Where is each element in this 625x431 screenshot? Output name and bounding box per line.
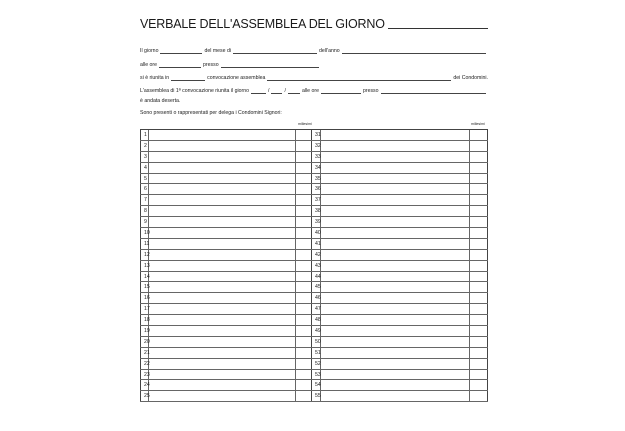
- table-row: [140, 293, 488, 304]
- row-number-right: 46: [312, 293, 321, 303]
- millesimi-cell-right[interactable]: [470, 293, 488, 303]
- deserted-text: è andata deserta.: [140, 98, 181, 104]
- row-number-right: 53: [312, 370, 321, 380]
- millesimi-cell-right[interactable]: [470, 174, 488, 184]
- name-cell-left[interactable]: [149, 293, 296, 303]
- table-row: [140, 239, 488, 250]
- name-cell-left[interactable]: [149, 239, 296, 249]
- row-number-left: 18: [140, 315, 149, 325]
- table-row: [140, 152, 488, 163]
- name-cell-right[interactable]: [321, 228, 470, 238]
- date-slash-2: /: [284, 88, 286, 94]
- name-cell-left[interactable]: [149, 337, 296, 347]
- row-number-left: 4: [140, 163, 149, 173]
- fc-month-blank[interactable]: [271, 93, 282, 94]
- millesimi-cell-right[interactable]: [470, 315, 488, 325]
- name-cell-left[interactable]: [149, 250, 296, 260]
- millesimi-cell-right[interactable]: [470, 380, 488, 390]
- millesimi-cell-right[interactable]: [470, 272, 488, 282]
- fc-place-blank[interactable]: [381, 93, 486, 94]
- millesimi-cell-left[interactable]: [296, 239, 312, 249]
- year-blank[interactable]: [342, 53, 486, 54]
- millesimi-cell-right[interactable]: [470, 206, 488, 216]
- name-cell-left[interactable]: [149, 130, 296, 140]
- row-number-left: 25: [140, 391, 149, 401]
- row-number-right: 37: [312, 195, 321, 205]
- row-number-right: 54: [312, 380, 321, 390]
- millesimi-cell-left[interactable]: [296, 304, 312, 314]
- row-number-left: 6: [140, 184, 149, 194]
- label-place: presso: [203, 62, 219, 68]
- label-day: Il giorno: [140, 48, 159, 54]
- millesimi-cell-left[interactable]: [296, 250, 312, 260]
- table-row: [140, 391, 488, 402]
- row-number-right: 31: [312, 130, 321, 140]
- name-cell-left[interactable]: [149, 282, 296, 292]
- table-row: [140, 337, 488, 348]
- row-number-left: 7: [140, 195, 149, 205]
- row-number-left: 1: [140, 130, 149, 140]
- row-number-left: 9: [140, 217, 149, 227]
- row-number-left: 5: [140, 174, 149, 184]
- label-fc-time: alle ore: [301, 88, 319, 94]
- row-number-right: 33: [312, 152, 321, 162]
- row-number-right: 50: [312, 337, 321, 347]
- title-row: [140, 15, 488, 31]
- label-assembly: convocazione assemblea: [207, 75, 266, 81]
- table-row: [140, 261, 488, 272]
- label-year: dell'anno: [319, 48, 340, 54]
- name-cell-left[interactable]: [149, 359, 296, 369]
- table-row: [140, 326, 488, 337]
- row-number-right: 44: [312, 272, 321, 282]
- name-cell-left[interactable]: [149, 326, 296, 336]
- line-convocation: [140, 72, 488, 82]
- name-cell-right[interactable]: [321, 261, 470, 271]
- name-cell-right[interactable]: [321, 195, 470, 205]
- name-cell-left[interactable]: [149, 370, 296, 380]
- name-cell-left[interactable]: [149, 380, 296, 390]
- name-cell-left[interactable]: [149, 315, 296, 325]
- name-cell-left[interactable]: [149, 348, 296, 358]
- millesimi-cell-left[interactable]: [296, 380, 312, 390]
- millesimi-cell-left[interactable]: [296, 348, 312, 358]
- name-cell-right[interactable]: [321, 370, 470, 380]
- millesimi-cell-left[interactable]: [296, 130, 312, 140]
- row-number-left: 20: [140, 337, 149, 347]
- table-row: [140, 163, 488, 174]
- row-number-right: 48: [312, 315, 321, 325]
- assembly-blank[interactable]: [267, 80, 451, 81]
- name-cell-left[interactable]: [149, 206, 296, 216]
- row-number-right: 51: [312, 348, 321, 358]
- month-blank[interactable]: [233, 53, 317, 54]
- row-number-right: 43: [312, 261, 321, 271]
- fc-day-blank[interactable]: [251, 93, 266, 94]
- name-cell-right[interactable]: [321, 315, 470, 325]
- millesimi-cell-left[interactable]: [296, 272, 312, 282]
- name-cell-right[interactable]: [321, 141, 470, 151]
- place-blank[interactable]: [221, 67, 319, 68]
- name-cell-right[interactable]: [321, 163, 470, 173]
- millesimi-cell-right[interactable]: [470, 326, 488, 336]
- table-row: [140, 141, 488, 152]
- name-cell-right[interactable]: [321, 239, 470, 249]
- name-cell-right[interactable]: [321, 184, 470, 194]
- name-cell-left[interactable]: [149, 141, 296, 151]
- millesimi-cell-right[interactable]: [470, 163, 488, 173]
- row-number-right: 52: [312, 359, 321, 369]
- millesimi-cell-right[interactable]: [470, 304, 488, 314]
- label-first-convocation: L'assemblea di 1ª convocazione riunita il giorno: [140, 88, 250, 94]
- label-month: del mese di: [204, 48, 231, 54]
- name-cell-left[interactable]: [149, 195, 296, 205]
- millesimi-cell-left[interactable]: [296, 141, 312, 151]
- millesimi-cell-right[interactable]: [470, 228, 488, 238]
- millesimi-cell-left[interactable]: [296, 315, 312, 325]
- table-row: [140, 206, 488, 217]
- name-cell-left[interactable]: [149, 391, 296, 401]
- millesimi-cell-right[interactable]: [470, 195, 488, 205]
- name-cell-left[interactable]: [149, 272, 296, 282]
- name-cell-right[interactable]: [321, 359, 470, 369]
- millesimi-header-right: millesimi: [471, 122, 485, 126]
- millesimi-cell-right[interactable]: [470, 391, 488, 401]
- row-number-right: 34: [312, 163, 321, 173]
- row-number-left: 16: [140, 293, 149, 303]
- day-blank[interactable]: [160, 53, 202, 54]
- row-number-right: 49: [312, 326, 321, 336]
- row-number-left: 8: [140, 206, 149, 216]
- millesimi-cell-left[interactable]: [296, 195, 312, 205]
- millesimi-cell-left[interactable]: [296, 337, 312, 347]
- millesimi-cell-left[interactable]: [296, 293, 312, 303]
- row-number-left: 23: [140, 370, 149, 380]
- row-number-right: 39: [312, 217, 321, 227]
- name-cell-right[interactable]: [321, 217, 470, 227]
- name-cell-left[interactable]: [149, 184, 296, 194]
- line-time: [140, 59, 488, 69]
- row-number-right: 32: [312, 141, 321, 151]
- name-cell-left[interactable]: [149, 152, 296, 162]
- row-number-left: 22: [140, 359, 149, 369]
- millesimi-cell-right[interactable]: [470, 152, 488, 162]
- table-row: [140, 217, 488, 228]
- table-row: [140, 272, 488, 283]
- millesimi-cell-left[interactable]: [296, 282, 312, 292]
- millesimi-cell-right[interactable]: [470, 250, 488, 260]
- name-cell-right[interactable]: [321, 380, 470, 390]
- millesimi-cell-left[interactable]: [296, 206, 312, 216]
- name-cell-left[interactable]: [149, 174, 296, 184]
- millesimi-cell-left[interactable]: [296, 217, 312, 227]
- name-cell-left[interactable]: [149, 304, 296, 314]
- name-cell-right[interactable]: [321, 337, 470, 347]
- name-cell-right[interactable]: [321, 272, 470, 282]
- name-cell-right[interactable]: [321, 304, 470, 314]
- name-cell-right[interactable]: [321, 391, 470, 401]
- row-number-left: 21: [140, 348, 149, 358]
- line-first-convocation: [140, 85, 488, 95]
- row-number-right: 47: [312, 304, 321, 314]
- name-cell-left[interactable]: [149, 228, 296, 238]
- name-cell-left[interactable]: [149, 261, 296, 271]
- millesimi-cell-right[interactable]: [470, 337, 488, 347]
- convocation-blank[interactable]: [171, 80, 205, 81]
- millesimi-cell-right[interactable]: [470, 282, 488, 292]
- millesimi-cell-left[interactable]: [296, 370, 312, 380]
- millesimi-cell-left[interactable]: [296, 163, 312, 173]
- millesimi-cell-right[interactable]: [470, 348, 488, 358]
- row-number-right: 35: [312, 174, 321, 184]
- millesimi-cell-right[interactable]: [470, 359, 488, 369]
- table-row: [140, 174, 488, 185]
- millesimi-cell-right[interactable]: [470, 239, 488, 249]
- label-convened: si è riunita in: [140, 75, 170, 81]
- millesimi-cell-left[interactable]: [296, 174, 312, 184]
- millesimi-cell-right[interactable]: [470, 370, 488, 380]
- row-number-left: 13: [140, 261, 149, 271]
- date-slash-1: /: [268, 88, 270, 94]
- table-row: [140, 348, 488, 359]
- name-cell-right[interactable]: [321, 206, 470, 216]
- millesimi-cell-left[interactable]: [296, 228, 312, 238]
- millesimi-cell-left[interactable]: [296, 359, 312, 369]
- table-row: [140, 370, 488, 381]
- table-row: [140, 130, 488, 141]
- row-number-right: 38: [312, 206, 321, 216]
- row-number-left: 14: [140, 272, 149, 282]
- millesimi-cell-left[interactable]: [296, 261, 312, 271]
- name-cell-right[interactable]: [321, 250, 470, 260]
- row-number-left: 17: [140, 304, 149, 314]
- row-number-right: 42: [312, 250, 321, 260]
- table-row: [140, 282, 488, 293]
- name-cell-left[interactable]: [149, 217, 296, 227]
- label-time: alle ore: [140, 62, 158, 68]
- millesimi-cell-right[interactable]: [470, 217, 488, 227]
- row-number-left: 15: [140, 282, 149, 292]
- label-fc-place: presso: [362, 88, 379, 94]
- name-cell-right[interactable]: [321, 282, 470, 292]
- table-row: [140, 359, 488, 370]
- millesimi-cell-right[interactable]: [470, 141, 488, 151]
- row-number-right: 55: [312, 391, 321, 401]
- millesimi-cell-right[interactable]: [470, 184, 488, 194]
- table-row: [140, 228, 488, 239]
- row-number-left: 3: [140, 152, 149, 162]
- table-row: [140, 315, 488, 326]
- fc-year-blank[interactable]: [288, 93, 300, 94]
- time-blank[interactable]: [159, 67, 201, 68]
- name-cell-right[interactable]: [321, 348, 470, 358]
- row-number-left: 2: [140, 141, 149, 151]
- attendance-table: [140, 129, 488, 402]
- name-cell-right[interactable]: [321, 174, 470, 184]
- millesimi-cell-right[interactable]: [470, 130, 488, 140]
- name-cell-right[interactable]: [321, 293, 470, 303]
- line-date: [140, 45, 488, 55]
- row-number-left: 19: [140, 326, 149, 336]
- millesimi-cell-right[interactable]: [470, 261, 488, 271]
- table-row: [140, 195, 488, 206]
- millesimi-cell-left[interactable]: [296, 326, 312, 336]
- fc-time-blank[interactable]: [321, 93, 361, 94]
- name-cell-right[interactable]: [321, 152, 470, 162]
- label-condomini: dei Condomini.: [453, 75, 488, 81]
- name-cell-left[interactable]: [149, 163, 296, 173]
- name-cell-right[interactable]: [321, 130, 470, 140]
- name-cell-right[interactable]: [321, 326, 470, 336]
- present-text: Sono presenti o rappresentati per delega i Condomini Signori:: [140, 110, 282, 116]
- row-number-left: 12: [140, 250, 149, 260]
- table-row: [140, 380, 488, 391]
- table-row: [140, 304, 488, 315]
- row-number-right: 36: [312, 184, 321, 194]
- millesimi-header-left: millesimi: [298, 122, 312, 126]
- row-number-left: 11: [140, 239, 149, 249]
- row-number-left: 10: [140, 228, 149, 238]
- row-number-right: 41: [312, 239, 321, 249]
- row-number-left: 24: [140, 380, 149, 390]
- row-number-right: 45: [312, 282, 321, 292]
- table-row: [140, 184, 488, 195]
- page-title: VERBALE DELL'ASSEMBLEA DEL GIORNO: [140, 17, 385, 31]
- millesimi-cell-left[interactable]: [296, 391, 312, 401]
- date-blank[interactable]: [388, 28, 488, 29]
- row-number-right: 40: [312, 228, 321, 238]
- millesimi-cell-left[interactable]: [296, 184, 312, 194]
- millesimi-cell-left[interactable]: [296, 152, 312, 162]
- table-row: [140, 250, 488, 261]
